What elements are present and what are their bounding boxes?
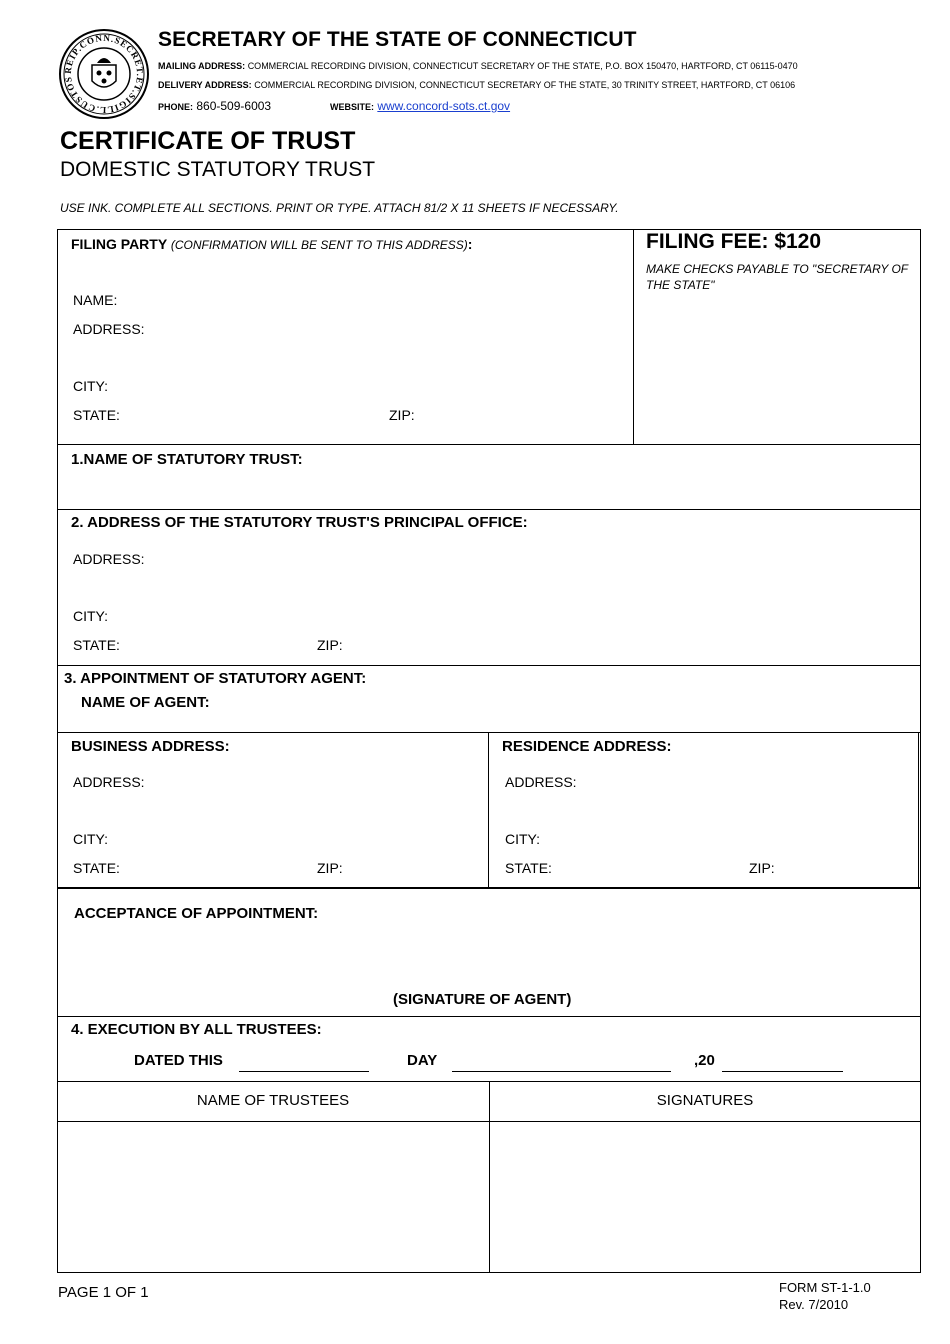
dated-day-input-line[interactable]	[239, 1071, 369, 1072]
mailing-address-label: MAILING ADDRESS:	[158, 61, 246, 71]
phone	[158, 99, 271, 113]
filing-party-zip-field[interactable]: ZIP:	[389, 407, 415, 423]
address-column-divider	[488, 732, 489, 888]
acceptance-label: ACCEPTANCE OF APPOINTMENT:	[74, 905, 319, 922]
mailing-address	[158, 61, 798, 71]
divider	[57, 887, 921, 889]
phone-number: 860-509-6003	[196, 99, 272, 113]
divider	[57, 1016, 921, 1017]
filing-party-city-field[interactable]: CITY:	[73, 378, 109, 394]
phone-label: PHONE:	[158, 102, 194, 112]
filing-party-state-field[interactable]: STATE:	[73, 407, 120, 423]
form-number-block	[779, 1279, 871, 1313]
divider	[57, 444, 921, 445]
business-address-label: BUSINESS ADDRESS:	[71, 738, 230, 755]
residence-state-field[interactable]: STATE:	[505, 860, 552, 876]
filing-party-label: FILING PARTY	[71, 236, 167, 252]
business-zip-field[interactable]: ZIP:	[317, 860, 343, 876]
filing-fee-label: FILING FEE: $120	[646, 230, 822, 253]
section2-label: 2. ADDRESS OF THE STATUTORY TRUST'S PRINCIPAL OFFICE:	[71, 514, 528, 531]
principal-office-city-field[interactable]: CITY:	[73, 608, 109, 624]
business-city-field[interactable]: CITY:	[73, 831, 109, 847]
form-number: FORM ST-1-1.0	[779, 1280, 871, 1295]
dated-this-label: DATED THIS	[134, 1052, 223, 1069]
divider	[57, 732, 921, 733]
filing-party-colon: :	[467, 236, 473, 252]
principal-office-address-field[interactable]: ADDRESS:	[73, 551, 145, 567]
year-prefix-label: ,20	[694, 1052, 715, 1069]
agent-signature-caption: (SIGNATURE OF AGENT)	[393, 991, 572, 1008]
delivery-address-text: COMMERCIAL RECORDING DIVISION, CONNECTICUT SECRETARY OF THE STATE, 30 TRINITY STREET, HARTFORD, CT 06106	[254, 80, 796, 90]
divider	[57, 665, 921, 666]
residence-right-border	[918, 732, 919, 888]
website-label: WEBSITE:	[330, 102, 374, 112]
filing-party-heading	[71, 236, 472, 252]
form-title: CERTIFICATE OF TRUST	[60, 127, 356, 155]
filing-party-address-field[interactable]: ADDRESS:	[73, 321, 145, 337]
mailing-address-text: COMMERCIAL RECORDING DIVISION, CONNECTICUT SECRETARY OF THE STATE, P.O. BOX 150470, HARTFORD, CT 06115-0470	[247, 61, 798, 71]
business-state-field[interactable]: STATE:	[73, 860, 120, 876]
residence-zip-field[interactable]: ZIP:	[749, 860, 775, 876]
section4-label: 4. EXECUTION BY ALL TRUSTEES:	[71, 1021, 322, 1038]
residence-address-label: RESIDENCE ADDRESS:	[502, 738, 672, 755]
form-instructions: USE INK. COMPLETE ALL SECTIONS. PRINT OR TYPE. ATTACH 81/2 X 11 SHEETS IF NECESSARY.	[60, 201, 619, 215]
section1-label: 1.NAME OF STATUTORY TRUST:	[71, 451, 303, 468]
form-revision: Rev. 7/2010	[779, 1297, 849, 1312]
website	[330, 99, 510, 113]
residence-address-field[interactable]: ADDRESS:	[505, 774, 577, 790]
trustee-names-field[interactable]	[58, 1122, 488, 1272]
filing-fee-divider	[633, 229, 634, 445]
principal-office-state-field[interactable]: STATE:	[73, 637, 120, 653]
state-seal-logo	[59, 29, 149, 119]
trustee-names-header: NAME OF TRUSTEES	[196, 1092, 350, 1109]
dated-month-input-line[interactable]	[452, 1071, 671, 1072]
page-number: PAGE 1 OF 1	[58, 1284, 149, 1301]
filing-party-note: (CONFIRMATION WILL BE SENT TO THIS ADDRESS)	[170, 238, 468, 252]
trustee-signatures-header: SIGNATURES	[656, 1092, 754, 1109]
day-label: DAY	[407, 1052, 438, 1069]
agent-signature-field[interactable]	[300, 930, 680, 990]
trustee-signatures-field[interactable]	[490, 1122, 920, 1272]
svg-text:REIP.CONN.SECRET.ET.SIGILL.CUS: REIP.CONN.SECRET.ET.SIGILL.CUSTOS	[62, 32, 146, 116]
agent-name-field[interactable]: NAME OF AGENT:	[81, 694, 210, 711]
principal-office-zip-field[interactable]: ZIP:	[317, 637, 343, 653]
section3-label: 3. APPOINTMENT OF STATUTORY AGENT:	[64, 670, 367, 687]
agency-title: SECRETARY OF THE STATE OF CONNECTICUT	[158, 28, 637, 51]
filing-fee-note: MAKE CHECKS PAYABLE TO "SECRETARY OF THE STATE"	[646, 262, 908, 292]
website-link[interactable]: www.concord-sots.ct.gov	[377, 99, 511, 113]
business-address-field[interactable]: ADDRESS:	[73, 774, 145, 790]
delivery-address	[158, 80, 795, 90]
residence-city-field[interactable]: CITY:	[505, 831, 541, 847]
trust-name-field[interactable]	[71, 472, 911, 504]
divider	[57, 509, 921, 510]
delivery-address-label: DELIVERY ADDRESS:	[158, 80, 252, 90]
filing-party-name-field[interactable]: NAME:	[73, 292, 118, 308]
dated-year-input-line[interactable]	[722, 1071, 843, 1072]
form-subtitle: DOMESTIC STATUTORY TRUST	[60, 158, 376, 181]
